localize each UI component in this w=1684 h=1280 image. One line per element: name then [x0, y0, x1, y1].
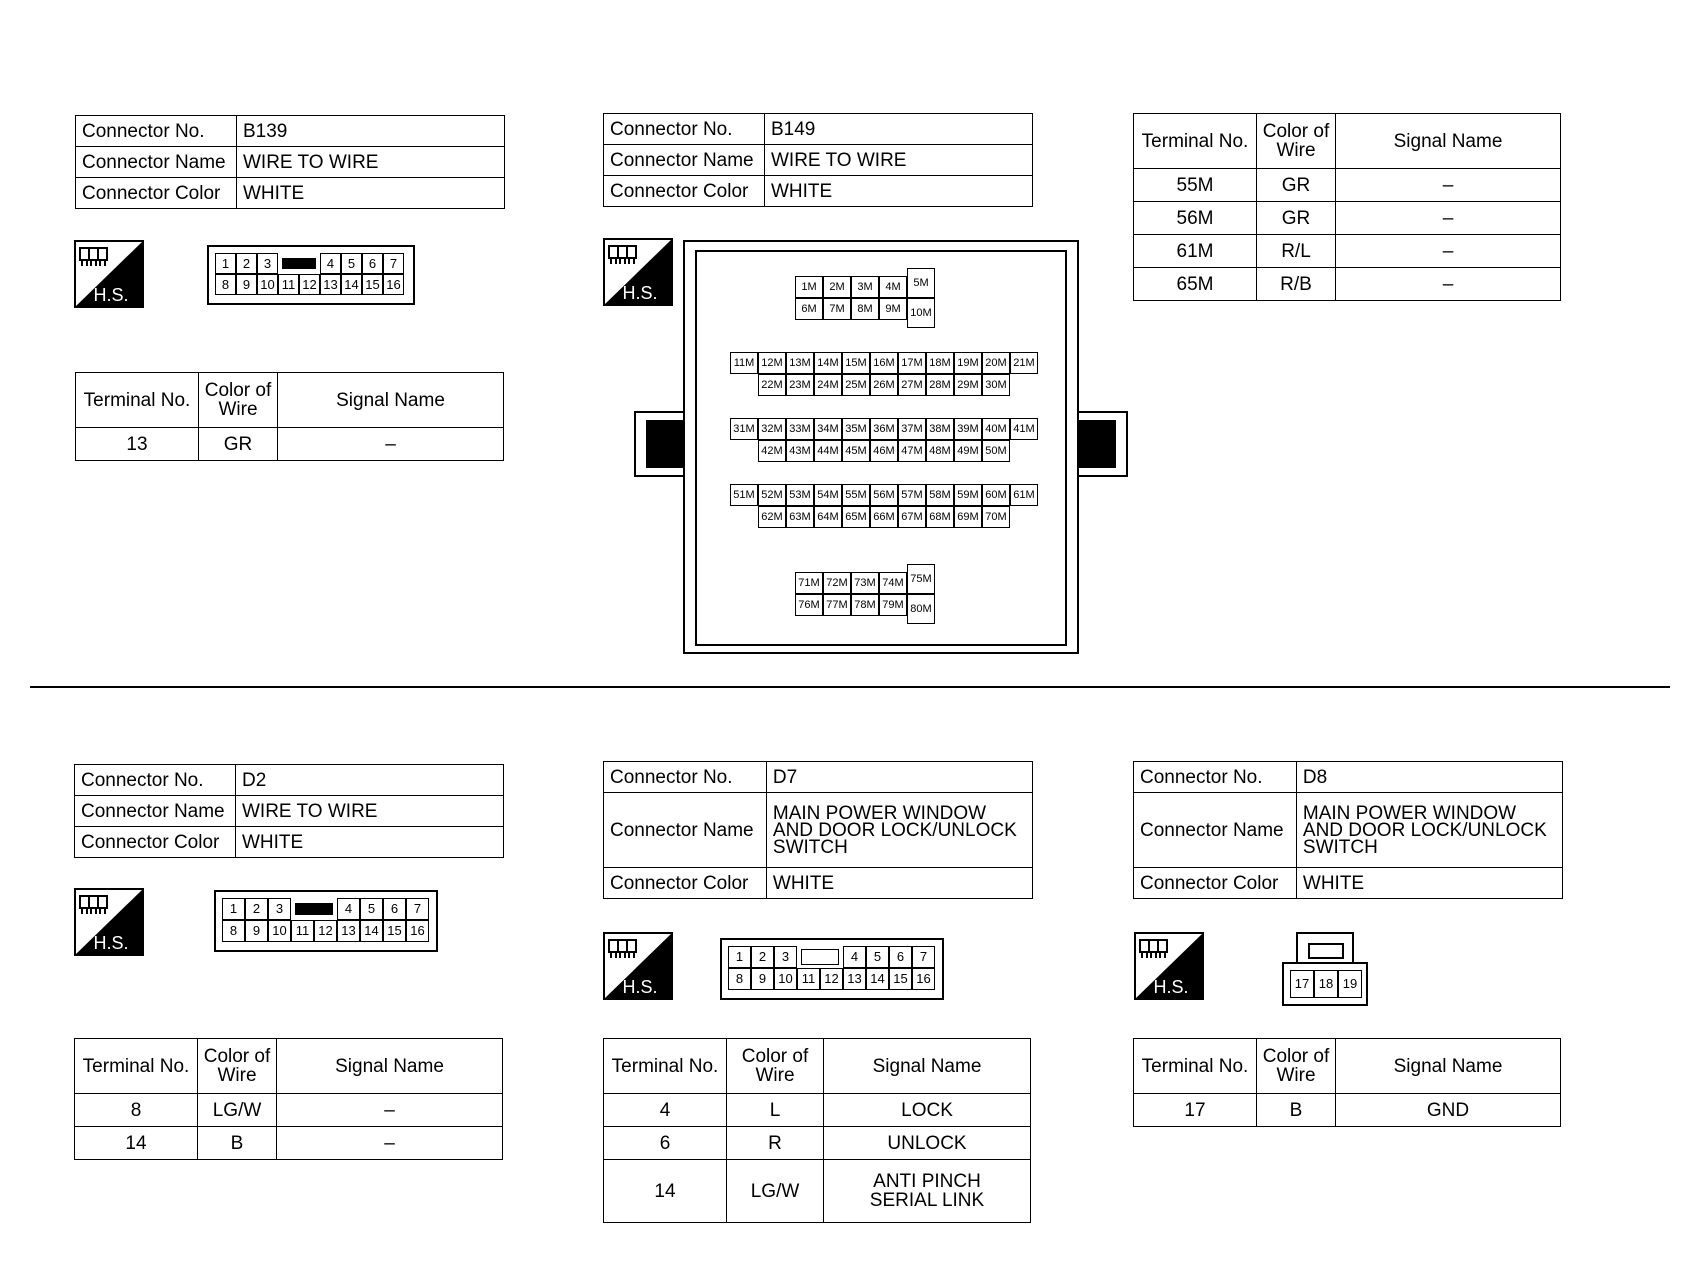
d8-connector-face [1282, 932, 1368, 1006]
pin-10M: 10M [907, 298, 935, 328]
pin-6: 6 [383, 898, 406, 920]
pin-36M: 36M [870, 418, 898, 440]
pin-12: 12 [299, 274, 320, 295]
pin-78M: 78M [851, 594, 879, 616]
connector-color-label: Connector Color [76, 178, 237, 209]
pin-6: 6 [889, 946, 912, 968]
pin-22M: 22M [758, 374, 786, 396]
pin-64M: 64M [814, 506, 842, 528]
pin-3: 3 [774, 946, 797, 968]
pin-19M: 19M [954, 352, 982, 374]
pin-13: 13 [843, 968, 866, 990]
d2-connector-face [214, 890, 438, 952]
pin-59M: 59M [954, 484, 982, 506]
pin-73M: 73M [851, 572, 879, 594]
b139-connector-face [207, 245, 415, 305]
signal-header: Signal Name [1336, 114, 1561, 169]
d7-terminal-table [603, 1038, 1031, 1223]
signal-header: Signal Name [278, 373, 504, 428]
signal-header: Signal Name [277, 1039, 503, 1094]
pin-4: 4 [320, 253, 341, 274]
pin-20M: 20M [982, 352, 1010, 374]
signal-cell: – [278, 428, 504, 461]
d8-hs-icon [1134, 932, 1204, 1000]
connector-no-label: Connector No. [1134, 762, 1297, 793]
color-cell: GR [1257, 202, 1336, 235]
connector-name-value: WIRE TO WIRE [236, 796, 504, 827]
pin-29M: 29M [954, 374, 982, 396]
connector-color-label: Connector Color [1134, 868, 1297, 899]
pin-2: 2 [236, 253, 257, 274]
pin-27M: 27M [898, 374, 926, 396]
pin-62M: 62M [758, 506, 786, 528]
pin-54M: 54M [814, 484, 842, 506]
table-row [604, 1094, 1031, 1127]
pin-52M: 52M [758, 484, 786, 506]
signal-cell: UNLOCK [824, 1127, 1031, 1160]
connector-no-value: D2 [236, 765, 504, 796]
lock-slot [801, 949, 839, 965]
pin-51M: 51M [730, 484, 758, 506]
signal-cell: – [1336, 268, 1561, 301]
pin-53M: 53M [786, 484, 814, 506]
color-cell: R [727, 1127, 824, 1160]
pin-7M: 7M [823, 298, 851, 320]
terminal-cell: 13 [76, 428, 199, 461]
color-header: Color of Wire [1257, 1039, 1336, 1094]
pin-15: 15 [383, 920, 406, 942]
b149-info-table [603, 113, 1033, 207]
pin-68M: 68M [926, 506, 954, 528]
b139-info-table [75, 115, 505, 209]
pin-3: 3 [257, 253, 278, 274]
pin-1: 1 [215, 253, 236, 274]
pin-37M: 37M [898, 418, 926, 440]
connector-name-label: Connector Name [75, 796, 236, 827]
pin-3M: 3M [851, 276, 879, 298]
color-header: Color of Wire [727, 1039, 824, 1094]
terminal-header: Terminal No. [75, 1039, 198, 1094]
table-row [1134, 169, 1561, 202]
d2-info-table [74, 764, 504, 858]
connector-no-value: D8 [1296, 762, 1562, 793]
signal-cell: – [1336, 235, 1561, 268]
connector-no-label: Connector No. [76, 116, 237, 147]
table-row [604, 1127, 1031, 1160]
pin-19: 19 [1338, 970, 1362, 998]
harness-side-icon [1134, 932, 1204, 1000]
pin-11: 11 [278, 274, 299, 295]
terminal-header: Terminal No. [76, 373, 199, 428]
signal-cell: – [277, 1094, 503, 1127]
harness-side-icon [74, 240, 144, 308]
color-cell: GR [1257, 169, 1336, 202]
pin-11: 11 [797, 968, 820, 990]
pin-10: 10 [257, 274, 278, 295]
signal-cell: – [277, 1127, 503, 1160]
pin-11: 11 [291, 920, 314, 942]
pin-25M: 25M [842, 374, 870, 396]
pin-7: 7 [912, 946, 935, 968]
pin-8: 8 [728, 968, 751, 990]
signal-cell: GND [1336, 1094, 1561, 1127]
pin-16: 16 [406, 920, 429, 942]
pin-11M: 11M [730, 352, 758, 374]
pin-28M: 28M [926, 374, 954, 396]
pin-80M: 80M [907, 594, 935, 624]
signal-header: Signal Name [1336, 1039, 1561, 1094]
pin-67M: 67M [898, 506, 926, 528]
pin-6: 6 [362, 253, 383, 274]
pin-16: 16 [383, 274, 404, 295]
pin-2: 2 [245, 898, 268, 920]
pin-32M: 32M [758, 418, 786, 440]
connector-color-label: Connector Color [604, 868, 767, 899]
signal-cell: – [1336, 169, 1561, 202]
pin-71M: 71M [795, 572, 823, 594]
terminal-header: Terminal No. [1134, 1039, 1257, 1094]
pin-9M: 9M [879, 298, 907, 320]
pin-1M: 1M [795, 276, 823, 298]
pin-77M: 77M [823, 594, 851, 616]
table-row [1134, 1094, 1561, 1127]
pin-4M: 4M [879, 276, 907, 298]
color-cell: LG/W [727, 1160, 824, 1223]
pin-66M: 66M [870, 506, 898, 528]
table-row [604, 1160, 1031, 1223]
d2-terminal-table [74, 1038, 503, 1160]
terminal-cell: 56M [1134, 202, 1257, 235]
pin-12: 12 [820, 968, 843, 990]
connector-name-value: MAIN POWER WINDOW AND DOOR LOCK/UNLOCK SWITCH [1296, 793, 1562, 868]
terminal-cell: 61M [1134, 235, 1257, 268]
pin-30M: 30M [982, 374, 1010, 396]
pin-9: 9 [751, 968, 774, 990]
pin-15M: 15M [842, 352, 870, 374]
pin-2M: 2M [823, 276, 851, 298]
connector-no-value: B139 [237, 116, 505, 147]
terminal-cell: 4 [604, 1094, 727, 1127]
pin-57M: 57M [898, 484, 926, 506]
signal-cell: ANTI PINCH SERIAL LINK [824, 1160, 1031, 1223]
connector-no-label: Connector No. [604, 762, 767, 793]
connector-no-value: D7 [766, 762, 1032, 793]
pin-33M: 33M [786, 418, 814, 440]
color-cell: L [727, 1094, 824, 1127]
svg-text:H.S.: H.S. [93, 933, 129, 953]
color-header: Color of Wire [1257, 114, 1336, 169]
pin-12M: 12M [758, 352, 786, 374]
pin-14: 14 [360, 920, 383, 942]
table-row [75, 1127, 503, 1160]
connector-color-label: Connector Color [75, 827, 236, 858]
pin-74M: 74M [879, 572, 907, 594]
b149-housing-inner [695, 250, 1067, 646]
pin-17: 17 [1290, 970, 1314, 998]
pin-24M: 24M [814, 374, 842, 396]
pin-48M: 48M [926, 440, 954, 462]
pin-44M: 44M [814, 440, 842, 462]
connector-name-label: Connector Name [604, 793, 767, 868]
terminal-cell: 6 [604, 1127, 727, 1160]
pin-79M: 79M [879, 594, 907, 616]
connector-name-value: WIRE TO WIRE [765, 145, 1033, 176]
d2-hs-icon [74, 888, 144, 956]
terminal-header: Terminal No. [604, 1039, 727, 1094]
connector-name-value: WIRE TO WIRE [237, 147, 505, 178]
pin-63M: 63M [786, 506, 814, 528]
connector-name-value: MAIN POWER WINDOW AND DOOR LOCK/UNLOCK SWITCH [766, 793, 1032, 868]
pin-18M: 18M [926, 352, 954, 374]
pin-26M: 26M [870, 374, 898, 396]
table-row [76, 428, 504, 461]
pin-45M: 45M [842, 440, 870, 462]
signal-cell: LOCK [824, 1094, 1031, 1127]
pin-10: 10 [268, 920, 291, 942]
connector-color-label: Connector Color [604, 176, 765, 207]
d8-terminal-table [1133, 1038, 1561, 1127]
pin-21M: 21M [1010, 352, 1038, 374]
pin-13: 13 [320, 274, 341, 295]
connector-color-value: WHITE [766, 868, 1032, 899]
pin-8M: 8M [851, 298, 879, 320]
terminal-cell: 17 [1134, 1094, 1257, 1127]
lock-slot [295, 903, 333, 915]
color-cell: R/L [1257, 235, 1336, 268]
color-cell: B [1257, 1094, 1336, 1127]
harness-side-icon [74, 888, 144, 956]
pin-70M: 70M [982, 506, 1010, 528]
terminal-cell: 8 [75, 1094, 198, 1127]
color-cell: B [198, 1127, 277, 1160]
signal-cell: – [1336, 202, 1561, 235]
pin-35M: 35M [842, 418, 870, 440]
pin-47M: 47M [898, 440, 926, 462]
pin-58M: 58M [926, 484, 954, 506]
pin-40M: 40M [982, 418, 1010, 440]
pin-5: 5 [360, 898, 383, 920]
connector-no-value: B149 [765, 114, 1033, 145]
pin-72M: 72M [823, 572, 851, 594]
pin-18: 18 [1314, 970, 1338, 998]
table-row [75, 1094, 503, 1127]
pin-55M: 55M [842, 484, 870, 506]
b149-hs-icon [603, 238, 673, 306]
pin-12: 12 [314, 920, 337, 942]
svg-text:H.S.: H.S. [622, 977, 658, 997]
pin-9: 9 [236, 274, 257, 295]
pin-69M: 69M [954, 506, 982, 528]
pin-61M: 61M [1010, 484, 1038, 506]
color-cell: LG/W [198, 1094, 277, 1127]
pin-2: 2 [751, 946, 774, 968]
pin-14: 14 [866, 968, 889, 990]
pin-5M: 5M [907, 268, 935, 298]
pin-41M: 41M [1010, 418, 1038, 440]
pin-46M: 46M [870, 440, 898, 462]
signal-header: Signal Name [824, 1039, 1031, 1094]
pin-4: 4 [337, 898, 360, 920]
b139-hs-icon [74, 240, 144, 308]
d7-connector-face [720, 938, 944, 1000]
pin-8: 8 [222, 920, 245, 942]
d8-info-table [1133, 761, 1563, 899]
harness-side-icon [603, 238, 673, 306]
pin-15: 15 [362, 274, 383, 295]
svg-text:H.S.: H.S. [1153, 977, 1189, 997]
connector-color-value: WHITE [765, 176, 1033, 207]
terminal-cell: 55M [1134, 169, 1257, 202]
pin-5: 5 [341, 253, 362, 274]
pin-4: 4 [843, 946, 866, 968]
pin-15: 15 [889, 968, 912, 990]
svg-text:H.S.: H.S. [622, 283, 658, 303]
pin-56M: 56M [870, 484, 898, 506]
connector-color-value: WHITE [1296, 868, 1562, 899]
terminal-cell: 14 [604, 1160, 727, 1223]
b149-terminal-table [1133, 113, 1561, 301]
pin-3: 3 [268, 898, 291, 920]
pin-34M: 34M [814, 418, 842, 440]
color-header: Color of Wire [198, 1039, 277, 1094]
d7-info-table [603, 761, 1033, 899]
pin-49M: 49M [954, 440, 982, 462]
connector-no-label: Connector No. [604, 114, 765, 145]
pin-14M: 14M [814, 352, 842, 374]
terminal-cell: 65M [1134, 268, 1257, 301]
connector-color-value: WHITE [236, 827, 504, 858]
pin-1: 1 [728, 946, 751, 968]
connector-name-label: Connector Name [1134, 793, 1297, 868]
svg-text:H.S.: H.S. [93, 285, 129, 305]
pin-39M: 39M [954, 418, 982, 440]
pin-13: 13 [337, 920, 360, 942]
color-cell: R/B [1257, 268, 1336, 301]
pin-31M: 31M [730, 418, 758, 440]
pin-76M: 76M [795, 594, 823, 616]
pin-75M: 75M [907, 564, 935, 594]
pin-10: 10 [774, 968, 797, 990]
pin-60M: 60M [982, 484, 1010, 506]
pin-1: 1 [222, 898, 245, 920]
pin-6M: 6M [795, 298, 823, 320]
terminal-cell: 14 [75, 1127, 198, 1160]
connector-no-label: Connector No. [75, 765, 236, 796]
pin-7: 7 [383, 253, 404, 274]
pin-14: 14 [341, 274, 362, 295]
pin-16: 16 [912, 968, 935, 990]
b139-terminal-table [75, 372, 504, 461]
pin-5: 5 [866, 946, 889, 968]
connector-color-value: WHITE [237, 178, 505, 209]
pin-38M: 38M [926, 418, 954, 440]
table-row [1134, 202, 1561, 235]
pin-8: 8 [215, 274, 236, 295]
pin-9: 9 [245, 920, 268, 942]
color-cell: GR [199, 428, 278, 461]
section-divider [30, 686, 1670, 688]
pin-13M: 13M [786, 352, 814, 374]
pin-65M: 65M [842, 506, 870, 528]
harness-side-icon [603, 932, 673, 1000]
table-row [1134, 235, 1561, 268]
color-header: Color of Wire [199, 373, 278, 428]
pin-42M: 42M [758, 440, 786, 462]
pin-17M: 17M [898, 352, 926, 374]
terminal-header: Terminal No. [1134, 114, 1257, 169]
pin-43M: 43M [786, 440, 814, 462]
lock-slot [282, 258, 316, 269]
d7-hs-icon [603, 932, 673, 1000]
pin-23M: 23M [786, 374, 814, 396]
connector-name-label: Connector Name [76, 147, 237, 178]
pin-7: 7 [406, 898, 429, 920]
pin-16M: 16M [870, 352, 898, 374]
table-row [1134, 268, 1561, 301]
connector-name-label: Connector Name [604, 145, 765, 176]
pin-50M: 50M [982, 440, 1010, 462]
